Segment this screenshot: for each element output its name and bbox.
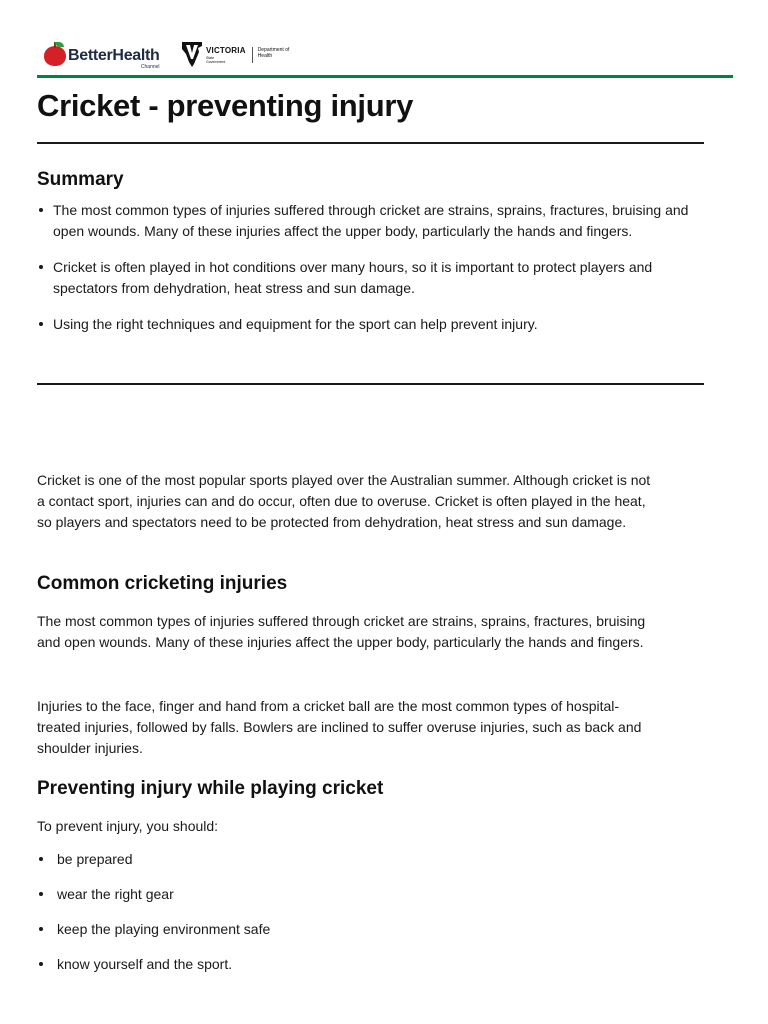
prevention-list bbox=[37, 849, 657, 989]
department-name: Department of Health bbox=[257, 47, 290, 59]
common-injuries-paragraph: The most common types of injuries suffered through cricket are strains, sprains, fractures, bruising and open wounds. Many of these injuries affect the upper body, particularly the hands and fingers. bbox=[37, 613, 646, 650]
summary-item: Cricket is often played in hot conditions over many hours, so it is important to protect players and spectators from dehydration, heat stress and sun damage. bbox=[37, 257, 704, 299]
summary-top-divider bbox=[37, 142, 704, 144]
header-rule bbox=[37, 75, 733, 78]
logo-divider bbox=[252, 47, 253, 63]
prevention-item: wear the right gear bbox=[37, 884, 657, 905]
preventing-injury-heading: Preventing injury while playing cricket bbox=[37, 778, 384, 799]
summary-item: Using the right techniques and equipment for the sport can help prevent injury. bbox=[37, 314, 704, 335]
page-title: Cricket - preventing injury bbox=[37, 88, 414, 123]
summary-bottom-divider bbox=[37, 383, 704, 385]
intro-paragraph: Cricket is one of the most popular sports played over the Australian summer. Although cricket is not a contact sport, injuries can and do occur, often due to overuse. Cricket is often played in the heat, so players and spectators need to be protected from dehydration, heat stress and sun damage. bbox=[37, 472, 651, 530]
summary-heading: Summary bbox=[37, 169, 124, 190]
site-header bbox=[37, 36, 733, 76]
betterhealth-subtitle: Channel bbox=[140, 64, 160, 70]
victoria-state-icon bbox=[181, 40, 203, 68]
common-injuries-paragraph: Injuries to the face, finger and hand from a cricket ball are the most common types of hospital-treated injuries, followed by falls. Bowlers are inclined to suffer overuse injuries, such as back and shoulder injuries. bbox=[37, 698, 642, 756]
common-injuries-heading: Common cricketing injuries bbox=[37, 573, 288, 594]
prevention-item: know yourself and the sport. bbox=[37, 954, 657, 975]
prevention-item: be prepared bbox=[37, 849, 657, 870]
victoria-government-text: State Government bbox=[206, 56, 226, 65]
victoria-government-logo[interactable] bbox=[181, 40, 296, 70]
summary-list bbox=[37, 200, 704, 350]
betterhealth-name: BetterHealth bbox=[68, 47, 160, 64]
preventing-lead: To prevent injury, you should: bbox=[37, 818, 219, 834]
prevention-item: keep the playing environment safe bbox=[37, 919, 657, 940]
victoria-name: VICTORIA bbox=[206, 46, 246, 55]
apple-icon bbox=[44, 42, 66, 66]
summary-item: The most common types of injuries suffered through cricket are strains, sprains, fractures, bruising and open wounds. Many of these injuries affect the upper body, particularly the hands and fingers. bbox=[37, 200, 704, 242]
betterhealth-logo[interactable] bbox=[44, 40, 160, 70]
